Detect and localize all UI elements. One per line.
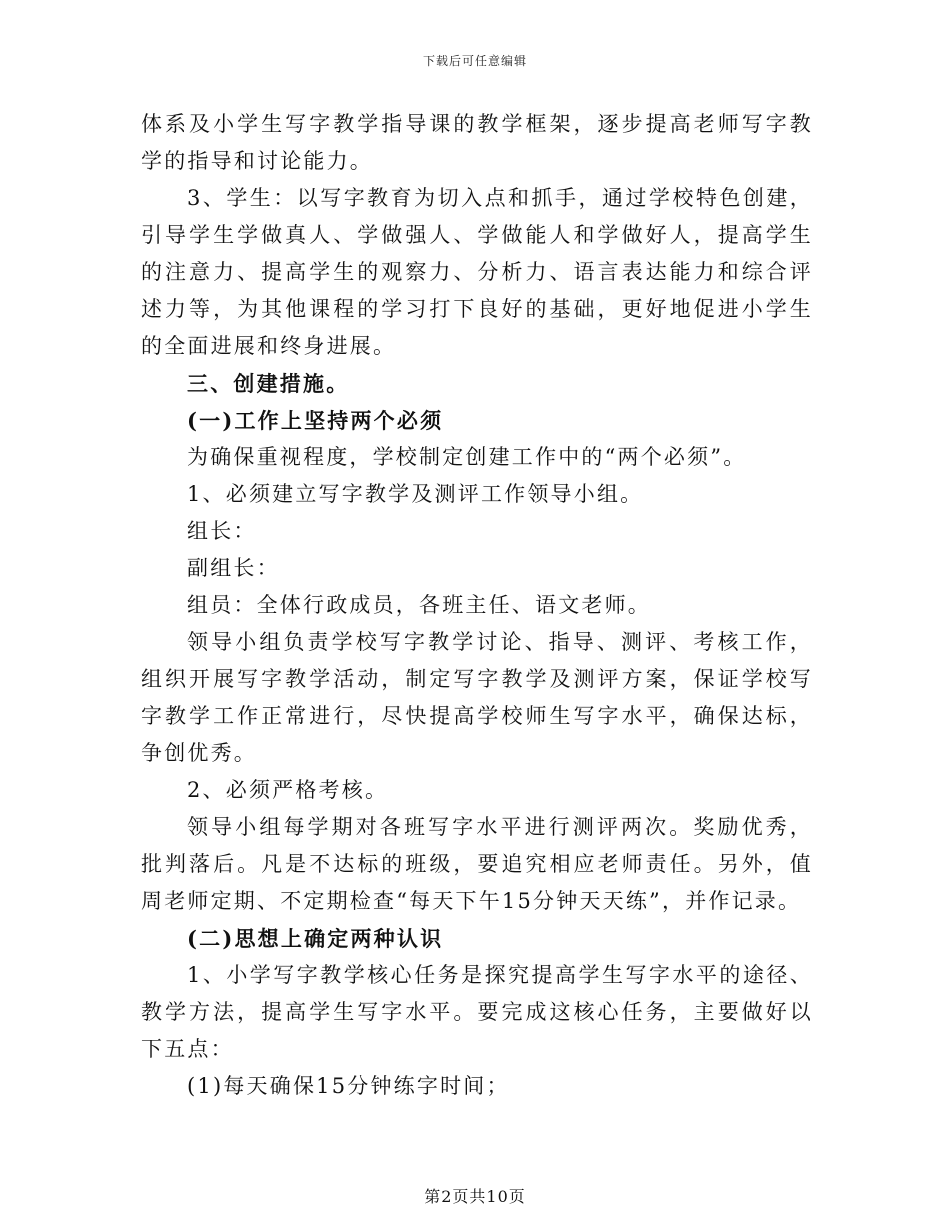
paragraph: 为确保重视程度，学校制定创建工作中的“两个必须”。	[187, 445, 747, 469]
subsection-heading: (二)思想上确定两种认识	[187, 926, 444, 951]
document-body	[141, 106, 813, 1105]
paragraph: 副组长：	[187, 556, 280, 580]
paragraph: 组长：	[187, 519, 257, 543]
section-heading: 三、创建措施。	[187, 371, 350, 396]
paragraph: 3、学生：以写字教育为切入点和抓手，通过学校特色创建，引导学生学做真人、学做强人、学做能人和学做好人，提高学生的注意力、提高学生的观察力、分析力、语言表达能力和综合评述力等，为其他课程的学习打下良好的基础，更好地促进小学生的全面进展和终身进展。	[141, 186, 813, 358]
paragraph: (1)每天确保15分钟练字时间；	[187, 1074, 510, 1098]
paragraph: 1、小学写字教学核心任务是探究提高学生写字水平的途径、教学方法，提高学生写字水平。要完成这核心任务，主要做好以下五点：	[141, 963, 813, 1061]
page-header-note: 下载后可任意编辑	[422, 54, 527, 68]
paragraph: 2、必须严格考核。	[187, 778, 389, 802]
subsection-heading: (一)工作上坚持两个必须	[187, 408, 444, 433]
page-number: 第2页共10页	[424, 1187, 526, 1206]
paragraph: 1、必须建立写字教学及测评工作领导小组。	[187, 482, 644, 506]
paragraph: 领导小组每学期对各班写字水平进行测评两次。奖励优秀，批判落后。凡是不达标的班级，要追究相应老师责任。另外，值周老师定期、不定期检查“每天下午15分钟天天练”，并作记录。	[141, 815, 813, 913]
paragraph: 组员：全体行政成员，各班主任、语文老师。	[187, 593, 651, 617]
paragraph: 领导小组负责学校写字教学讨论、指导、测评、考核工作，组织开展写字教学活动，制定写字教学及测评方案，保证学校写字教学工作正常进行，尽快提高学校师生写字水平，确保达标，争创优秀。	[141, 630, 813, 765]
paragraph: 体系及小学生写字教学指导课的教学框架，逐步提高老师写字教学的指导和讨论能力。	[141, 112, 813, 173]
